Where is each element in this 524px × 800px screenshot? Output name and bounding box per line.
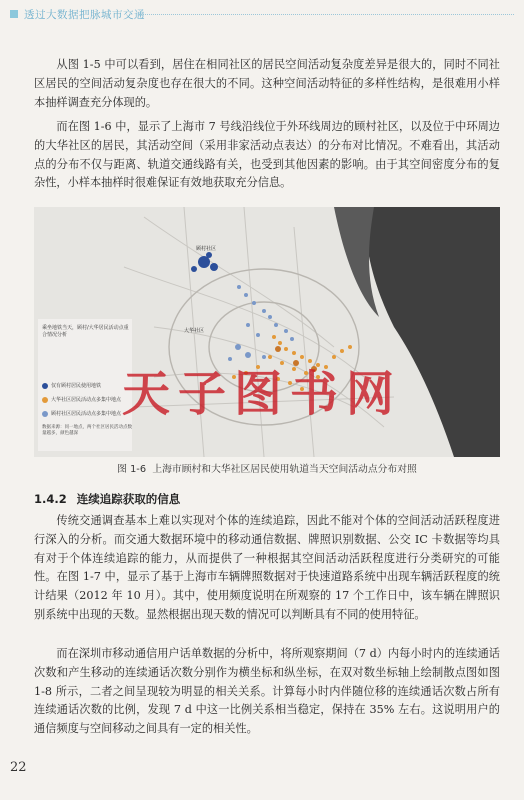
watermark-stamp: 天子图书网 xyxy=(121,366,402,422)
paragraph-3: 传统交通调查基本上难以实现对个体的连续追踪，因此不能对个体的空间活动活跃程度进行深入的分析。而交通大数据环境中的移动通信数据、牌照识别数据、公交 IC 卡数据等均具有对于个体连续追踪的能力，从而提供了一种根据其空间活动活跃程度进行分类研究的可能性。在图 1-7 中，显示了基于上海市车辆牌照数据对于快速道路系统中出现车辆活跃程度的统计结果（2012 年 10 月）。其中，使用频度说明在所观察的 17 个工作日中，该车辆在牌照识别系统中出现的天数。显然根据出现天数的情况可以判断具有不同的使用特征。 xyxy=(34,514,500,621)
caption-text: 上海市顾村和大华社区居民使用轨道当天空间活动点分布对照 xyxy=(152,464,417,475)
paragraph-1: 从图 1-5 中可以看到，居住在相同社区的居民空间活动复杂度差异是很大的，同时不同社区居民的空间活动复杂度也存在很大的不同。这种空间活动特征的多样性结构，是很难用小样本抽样调查充分体现的。 xyxy=(34,58,500,109)
page-number: 22 xyxy=(10,760,27,775)
legend-label-3: 顾村社区居民活动点多集中地点 xyxy=(51,411,122,417)
header-marker xyxy=(10,10,18,18)
paragraph-2: 而在图 1-6 中，显示了上海市 7 号线沿线位于外环线周边的顾村社区，以及位于中环周边的大华社区的居民，其活动空间（采用非家活动点表达）的分布对比情况。不难看出，其活动点的分布不仅与距离、轨道交通线路有关，也受到其他因素的影响。由于其空间密度分布的复杂性，小样本抽样时很难保证有效地获取充分信息。 xyxy=(34,120,500,190)
section-title: 连续追踪获取的信息 xyxy=(76,492,181,506)
label-dahua: 大华社区 xyxy=(184,328,205,334)
paragraph-4: 而在深圳市移动通信用户话单数据的分析中，将所观察期间（7 d）内每小时内的连续通话次数和产生移动的连续通话次数分别作为横坐标和纵坐标，在双对数坐标轴上绘制散点图如图 1-8 所示，二者之间呈现较为明显的相关关系。计算每小时内伴随位移的连续通话次数占所有连续通话次数的比例，发现 7 d 中这一比例关系相当稳定，保持在 35% 左右。这说明用户的通信频度与空间移动之间具有一定的相关性。 xyxy=(34,647,500,736)
figure-caption xyxy=(34,461,500,475)
running-title: 透过大数据把脉城市交通 xyxy=(24,9,145,21)
legend-label-1: 仅有顾村居民使用地铁 xyxy=(51,383,102,389)
figure-bottom-note: 数据来源：同一地点，两个社区居民活动点数量越多，颜色越深 xyxy=(42,425,132,436)
header-rule xyxy=(138,14,514,15)
section-number: 1.4.2 xyxy=(34,492,67,506)
label-gucun: 顾村社区 xyxy=(196,246,217,252)
legend-label-2: 大华社区居民活动点多集中地点 xyxy=(51,397,122,403)
running-header xyxy=(0,0,524,34)
caption-number: 图 1-6 xyxy=(117,464,147,475)
figure-note-title: 乘坐地铁当天，顾村/大华居民活动点重合情况分析 xyxy=(42,325,129,338)
section-heading xyxy=(34,491,180,507)
